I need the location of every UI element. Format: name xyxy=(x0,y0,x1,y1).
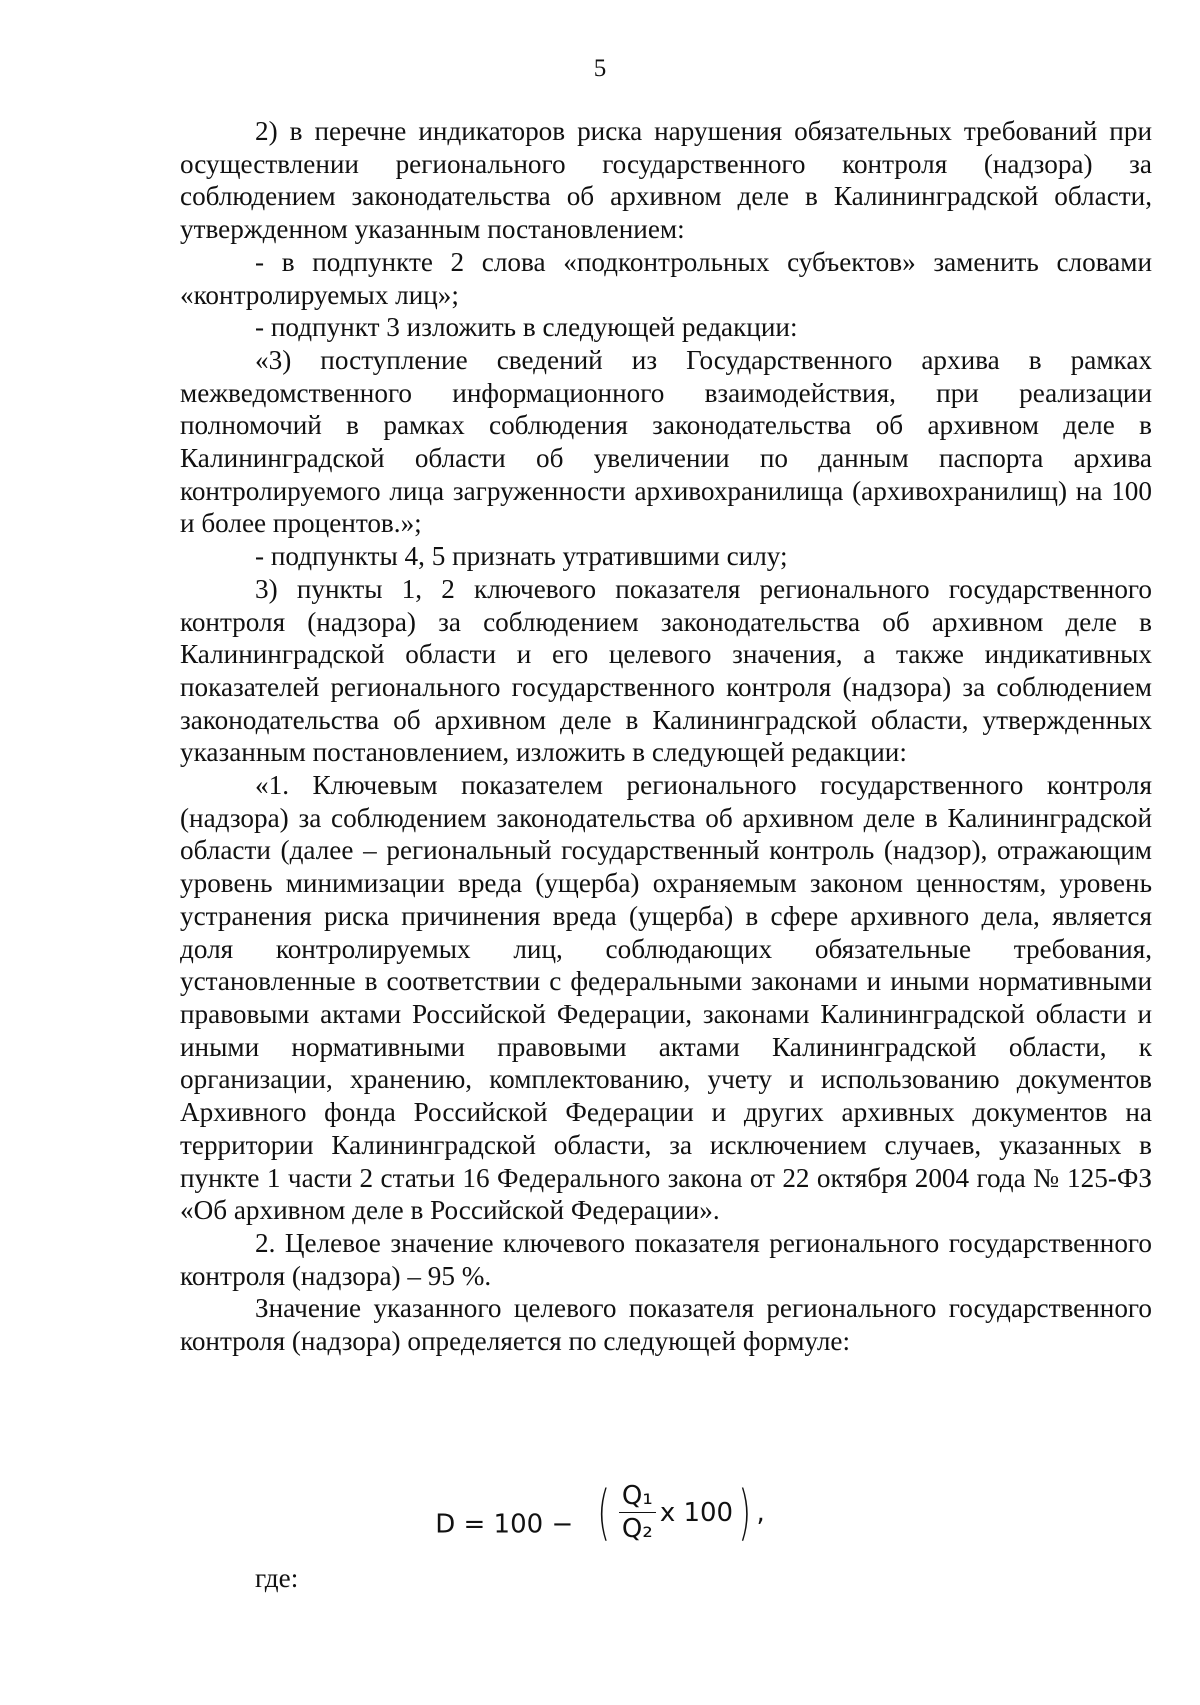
formula-multiplier: x 100 xyxy=(659,1497,734,1528)
formula-fraction xyxy=(619,1480,656,1545)
paragraph-subitems-4-5-void: - подпункты 4, 5 признать утратившими силу; xyxy=(255,541,788,572)
paragraph-key-indicator-1: «1. Ключевым показателем регионального государственного контроля (надзора) за соблюдением законодательства об архивном деле в Калининградской области (далее – региональный государственный контроль (надзор), отражающим уровень минимизации вреда (ущерба) охраняемым законом ценностям, уровень устранения риска причинения вреда (ущерба) в сфере архивного дела, является доля контролируемых лиц, соблюдающих обязательные требования, установленные в соответствии с федеральными законами и иными нормативными правовыми актами Российской Федерации, законами Калининградской области и иными нормативными правовыми актами Калининградской области, к организации, хранению, комплектованию, учету и использованию документов Архивного фонда Российской Федерации и других архивных документов на территории Калининградской области, за исключением случаев, указанных в пункте 1 части 2 статьи 16 Федерального закона от 22 октября 2004 года № 125-ФЗ «Об архивном деле в Российской Федерации». xyxy=(180,770,1152,1226)
page-number: 5 xyxy=(593,55,607,82)
paragraph-item-2: 2) в перечне индикаторов риска нарушения обязательных требований при осуществлении регионального государственного контроля (надзора) за соблюдением законодательства об архивном деле в Калининградской области, утвержденном указанным постановлением: xyxy=(180,116,1152,245)
document-body xyxy=(180,115,1152,1358)
where-label: где: xyxy=(255,1563,299,1593)
paragraph-target-value-2: 2. Целевое значение ключевого показателя регионального государственного контроля (надзора) – 95 %. xyxy=(180,1227,1152,1291)
paragraph-item-3: 3) пункты 1, 2 ключевого показателя регионального государственного контроля (надзора) за соблюдением законодательства об архивном деле в Калининградской области и его целевого значения, а также индикативных показателей регионального государственного контроля (надзора) за соблюдением законодательства об архивном деле в Калининградской области, утвержденных указанным постановлением, изложить в следующей редакции: xyxy=(180,573,1152,768)
formula-close-paren: ) xyxy=(738,1477,752,1548)
formula-denominator: Q₂ xyxy=(621,1514,653,1544)
formula-numerator: Q₁ xyxy=(619,1480,656,1513)
formula-open-paren: ( xyxy=(596,1477,610,1548)
formula-lhs: D = 100 − xyxy=(435,1509,574,1540)
paragraph-subitem-3-intro: - подпункт 3 изложить в следующей редакции: xyxy=(255,312,798,343)
formula xyxy=(0,1477,1200,1548)
paragraph-subitem-2-replace: - в подпункте 2 слова «подконтрольных субъектов» заменить словами «контролируемых лиц»; xyxy=(180,246,1152,310)
paragraph-subitem-3-text: «3) поступление сведений из Государственного архива в рамках межведомственного информационного взаимодействия, при реализации полномочий в рамках соблюдения законодательства об архивном деле в Калининградской области об увеличении по данным паспорта архива контролируемого лица загруженности архивохранилища (архивохранилищ) на 100 и более процентов.»; xyxy=(180,344,1152,539)
formula-bracket-group xyxy=(592,1477,765,1548)
paragraph-formula-intro: Значение указанного целевого показателя регионального государственного контроля (надзора) определяется по следующей формуле: xyxy=(180,1293,1152,1357)
formula-trailing-comma: , xyxy=(756,1497,765,1528)
